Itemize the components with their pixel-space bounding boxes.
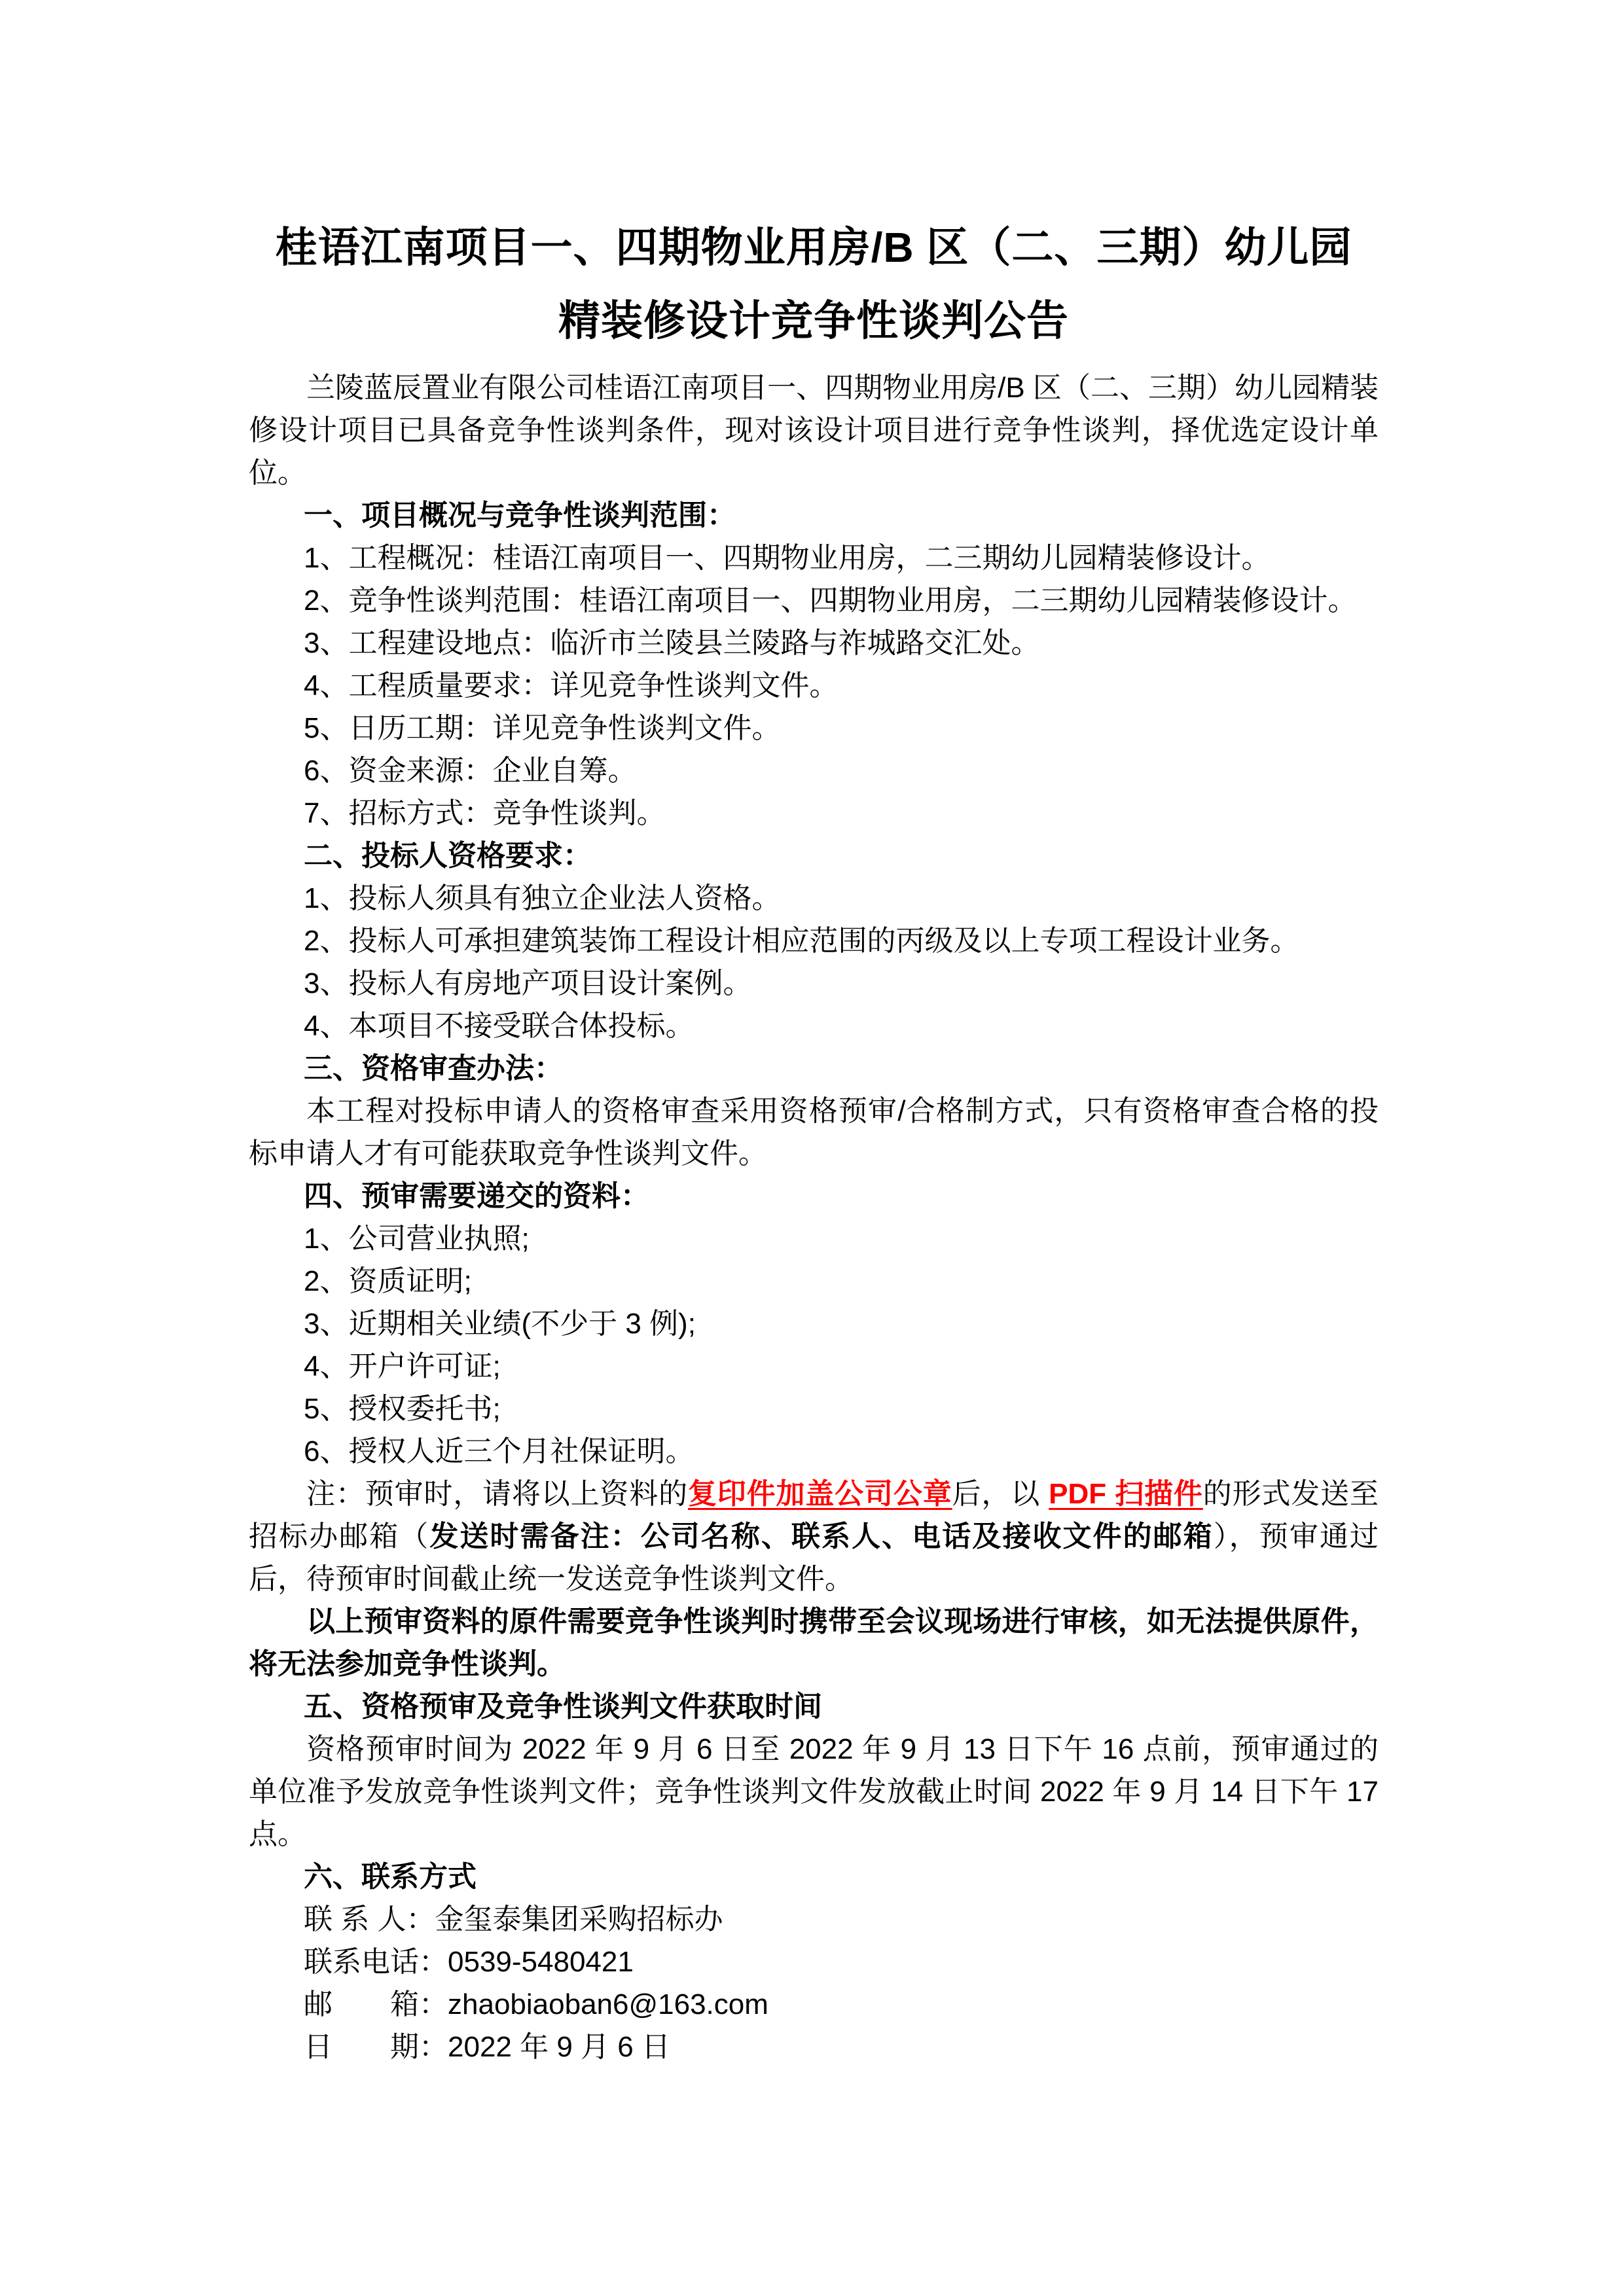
intro-paragraph: 兰陵蓝辰置业有限公司桂语江南项目一、四期物业用房/B 区（二、三期）幼儿园精装修设计项目已具备竞争性谈判条件，现对该设计项目进行竞争性谈判，择优选定设计单位。	[249, 372, 1379, 489]
contact-date-line: 日 期：2022 年 9 月 6 日	[304, 2031, 670, 2063]
warning-paragraph: 以上预审资料的原件需要竞争性谈判时携带至会议现场进行审核，如无法提供原件，将无法参加竞争性谈判。	[249, 1605, 1379, 1680]
section-3-heading: 三、资格审查办法：	[304, 1052, 563, 1085]
section-1-item-1: 1、工程概况：桂语江南项目一、四期物业用房，二三期幼儿园精装修设计。	[304, 542, 1271, 574]
page-title-line-2: 精装修设计竞争性谈判公告	[558, 297, 1069, 344]
section-4-item-4: 4、开户许可证;	[304, 1350, 501, 1382]
section-2-heading: 二、投标人资格要求：	[304, 840, 592, 872]
note-highlight-copy-stamp: 复印件加盖公司公章	[687, 1478, 952, 1510]
section-4-item-1: 1、公司营业执照;	[304, 1223, 530, 1255]
section-2-item-2: 2、投标人可承担建筑装饰工程设计相应范围的丙级及以上专项工程设计业务。	[304, 925, 1299, 957]
note-mid-1: 后，以	[952, 1478, 1049, 1510]
section-4-item-3: 3、近期相关业绩(不少于 3 例);	[304, 1308, 696, 1340]
section-4-item-6: 6、授权人近三个月社保证明。	[304, 1435, 695, 1467]
note-mid-2: 的形式发送至招标办邮箱（	[249, 1478, 1379, 1552]
section-5-heading: 五、资格预审及竞争性谈判文件获取时间	[304, 1691, 822, 1723]
note-bold-remark: 发送时需备注：公司名称、联系人、电话及接收文件的邮箱	[429, 1520, 1214, 1552]
page-title-line-1: 桂语江南项目一、四期物业用房/B 区（二、三期）幼儿园	[275, 224, 1352, 271]
section-5-paragraph: 资格预审时间为 2022 年 9 月 6 日至 2022 年 9 月 13 日下午 16 点前，预审通过的单位准予发放竞争性谈判文件；竞争性谈判文件发放截止时间 2022 年 9 月 14 日下午 17 点。	[249, 1733, 1379, 1850]
page-title	[249, 211, 1379, 357]
section-4-item-2: 2、资质证明;	[304, 1265, 472, 1297]
contact-email-line: 邮 箱：zhaobiaoban6@163.com	[304, 1988, 768, 2020]
section-4-item-5: 5、授权委托书;	[304, 1393, 501, 1425]
section-1-item-4: 4、工程质量要求：详见竞争性谈判文件。	[304, 670, 839, 702]
contact-phone-line: 联系电话：0539-5480421	[304, 1946, 634, 1978]
note-suffix: ），预审通过后，待预审时间截止统一发送竞争性谈判文件。	[249, 1520, 1379, 1595]
section-3-paragraph: 本工程对投标申请人的资格审查采用资格预审/合格制方式，只有资格审查合格的投标申请人才有可能获取竞争性谈判文件。	[249, 1095, 1379, 1170]
section-1-item-3: 3、工程建设地点：临沂市兰陵县兰陵路与祚城路交汇处。	[304, 627, 1040, 659]
note-highlight-pdf-scan: PDF 扫描件	[1049, 1478, 1203, 1510]
section-2-item-4: 4、本项目不接受联合体投标。	[304, 1010, 695, 1042]
section-2-item-3: 3、投标人有房地产项目设计案例。	[304, 967, 752, 999]
section-2-item-1: 1、投标人须具有独立企业法人资格。	[304, 882, 781, 914]
contact-person-line: 联 系 人：金玺泰集团采购招标办	[304, 1903, 723, 1935]
section-1-item-5: 5、日历工期：详见竞争性谈判文件。	[304, 712, 781, 744]
section-4-heading: 四、预审需要递交的资料：	[304, 1180, 649, 1212]
note-paragraph	[249, 1473, 1379, 1600]
section-1-item-7: 7、招标方式：竞争性谈判。	[304, 797, 666, 829]
note-prefix: 注：预审时，请将以上资料的	[306, 1478, 688, 1510]
section-1-heading: 一、项目概况与竞争性谈判范围：	[304, 499, 736, 531]
section-1-item-2: 2、竞争性谈判范围：桂语江南项目一、四期物业用房，二三期幼儿园精装修设计。	[304, 584, 1357, 617]
section-6-heading: 六、联系方式	[304, 1861, 477, 1893]
section-1-item-6: 6、资金来源：企业自筹。	[304, 755, 637, 787]
